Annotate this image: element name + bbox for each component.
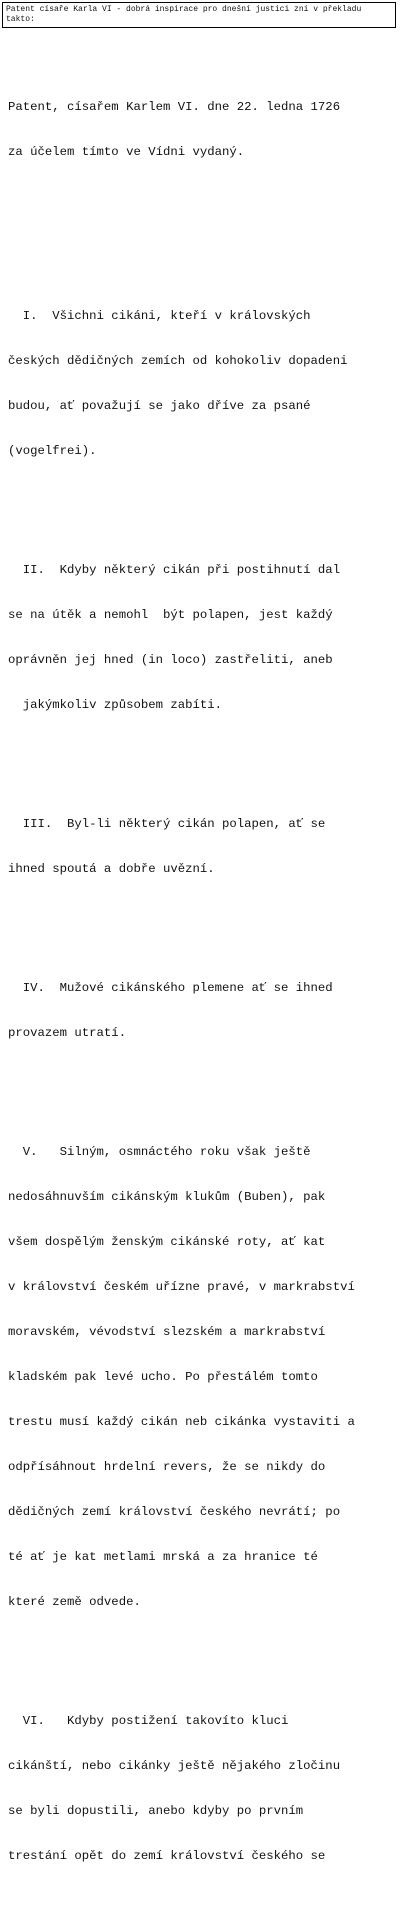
document-body — [8, 40, 400, 1923]
header-line: Patent císaře Karla VI - dobrá inspirace pro dnešní justici zní v překladu — [6, 5, 362, 14]
text-line: cikánští, nebo cikánky ještě nějakého zločinu — [8, 1759, 341, 1773]
text-line: (vogelfrei). — [8, 444, 97, 458]
text-line: všem dospělým ženským cikánské roty, ať kat — [8, 1235, 326, 1249]
text-line: moravském, vévodství slezském a markrabství — [8, 1325, 326, 1339]
text-line: II. Kdyby některý cikán při postihnutí dal — [8, 563, 341, 577]
text-line: ihned spoutá a dobře uvězní. — [8, 862, 215, 876]
paragraph-v — [8, 1115, 400, 1640]
text-line: se na útěk a nemohl být polapen, jest každý — [8, 608, 333, 622]
text-line: odpřísáhnout hrdelní revers, že se nikdy do — [8, 1460, 326, 1474]
text-line: v království českém uřízne pravé, v markrabství — [8, 1280, 355, 1294]
text-line: které země odvede. — [8, 1595, 141, 1609]
text-line: budou, ať považují se jako dříve za psané — [8, 399, 311, 413]
header-note — [2, 2, 396, 28]
text-line: provazem utratí. — [8, 1026, 127, 1040]
paragraph-ii — [8, 533, 400, 743]
text-line: VI. Kdyby postižení takovíto kluci — [8, 1714, 289, 1728]
text-line: oprávněn jej hned (in loco) zastřeliti, aneb — [8, 653, 333, 667]
text-line: V. Silným, osmnáctého roku však ještě — [8, 1145, 311, 1159]
paragraph-vi — [8, 1684, 400, 1894]
text-line: českých dědičných zemích od kohokoliv dopadeni — [8, 354, 348, 368]
text-line: kladském pak levé ucho. Po přestálém tomto — [8, 1370, 318, 1384]
paragraph-title — [8, 70, 400, 190]
text-line: trestu musí každý cikán neb cikánka vystaviti a — [8, 1415, 355, 1429]
text-line: se byli dopustili, anebo kdyby po prvním — [8, 1804, 304, 1818]
header-line: takto: — [6, 15, 35, 24]
text-line: nedosáhnuvším cikánským klukům (Buben), pak — [8, 1190, 326, 1204]
text-line: III. Byl-li některý cikán polapen, ať se — [8, 817, 326, 831]
text-line: za účelem tímto ve Vídni vydaný. — [8, 145, 245, 159]
text-line: IV. Mužové cikánského plemene ať se ihned — [8, 981, 333, 995]
paragraph-i — [8, 234, 400, 489]
text-line: I. Všichni cikáni, kteří v královských — [8, 309, 311, 323]
text-line: trestání opět do zemí království českého se — [8, 1849, 326, 1863]
paragraph-iii — [8, 787, 400, 907]
text-line — [8, 264, 400, 279]
text-line: jakýmkoliv způsobem zabíti. — [8, 698, 223, 712]
text-line: dědičných zemí království českého nevrátí; po — [8, 1505, 341, 1519]
text-line: Patent, císařem Karlem VI. dne 22. ledna 1726 — [8, 100, 341, 114]
paragraph-iv — [8, 951, 400, 1071]
text-line: té ať je kat metlami mrská a za hranice té — [8, 1550, 318, 1564]
